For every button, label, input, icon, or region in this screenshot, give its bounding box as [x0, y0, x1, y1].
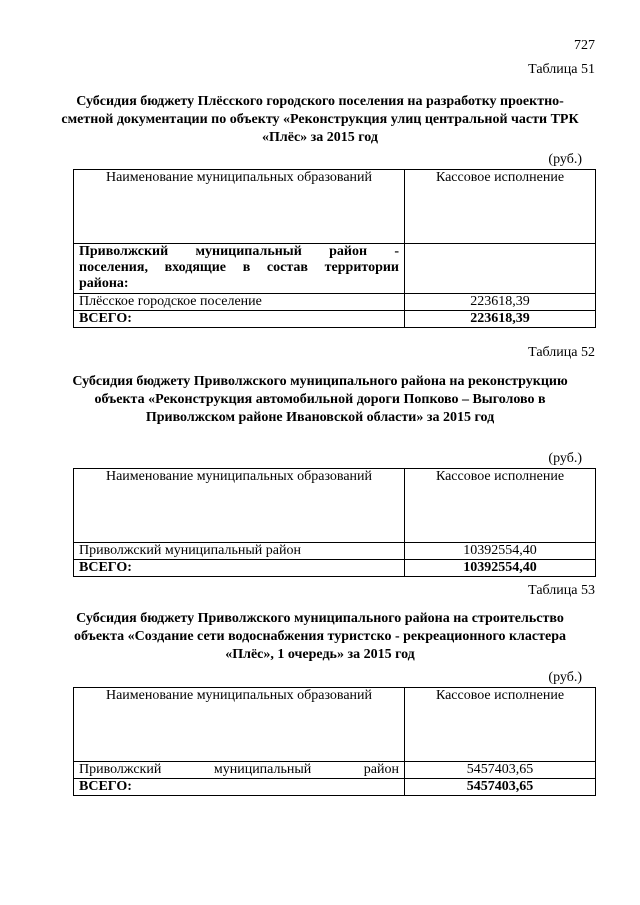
table-row — [74, 762, 596, 779]
header-cash-execution: Кассовое исполнение — [405, 688, 596, 762]
header-municipalities: Наименование муниципальных образований — [74, 170, 405, 244]
row-value: 10392554,40 — [405, 543, 596, 560]
header-cash-execution: Кассовое исполнение — [405, 170, 596, 244]
table-52-title: Субсидия бюджету Приволжского муниципального района на реконструкцию объекта «Реконструкция автомобильной дороги Попково – Выголово в Приволжском районе Ивановской области» за 2015 год — [72, 374, 568, 425]
table-52-unit: (руб.) — [548, 451, 582, 466]
table-51 — [73, 169, 596, 328]
row-name: Плёсское городское поселение — [74, 294, 405, 311]
total-value: 223618,39 — [405, 311, 596, 328]
total-value: 10392554,40 — [405, 560, 596, 577]
table-header-row — [74, 170, 596, 244]
total-label: ВСЕГО: — [74, 560, 405, 577]
row-name: Приволжский муниципальный район — [74, 762, 405, 779]
group-row-label: Приволжский муниципальный район - поселения, входящие в состав территории района: — [74, 244, 405, 294]
header-cash-execution: Кассовое исполнение — [405, 469, 596, 543]
header-municipalities: Наименование муниципальных образований — [74, 688, 405, 762]
total-value: 5457403,65 — [405, 779, 596, 796]
row-value: 223618,39 — [405, 294, 596, 311]
table-51-title: Субсидия бюджету Плёсского городского поселения на разработку проектно-сметной документации по объекту «Реконструкция улиц центральной части ТРК «Плёс» за 2015 год — [61, 94, 579, 145]
table-53-unit: (руб.) — [548, 670, 582, 685]
table-53-label: Таблица 53 — [528, 583, 595, 598]
table-52-label: Таблица 52 — [528, 345, 595, 360]
page-number: 727 — [574, 38, 595, 53]
table-51-label: Таблица 51 — [528, 62, 595, 77]
table-51-unit: (руб.) — [548, 152, 582, 167]
total-label: ВСЕГО: — [74, 311, 405, 328]
header-municipalities: Наименование муниципальных образований — [74, 469, 405, 543]
total-row — [74, 779, 596, 796]
total-label: ВСЕГО: — [74, 779, 405, 796]
table-header-row — [74, 469, 596, 543]
row-value: 5457403,65 — [405, 762, 596, 779]
total-row — [74, 311, 596, 328]
table-header-row — [74, 688, 596, 762]
total-row — [74, 560, 596, 577]
row-name: Приволжский муниципальный район — [74, 543, 405, 560]
group-row-value — [405, 244, 596, 294]
table-53-title: Субсидия бюджету Приволжского муниципального района на строительство объекта «Создание сети водоснабжения туристско - рекреационного кластера «Плёс», 1 очередь» за 2015 год — [74, 611, 566, 662]
table-row — [74, 294, 596, 311]
table-row — [74, 543, 596, 560]
table-52 — [73, 468, 596, 577]
table-row — [74, 244, 596, 294]
table-53 — [73, 687, 596, 796]
